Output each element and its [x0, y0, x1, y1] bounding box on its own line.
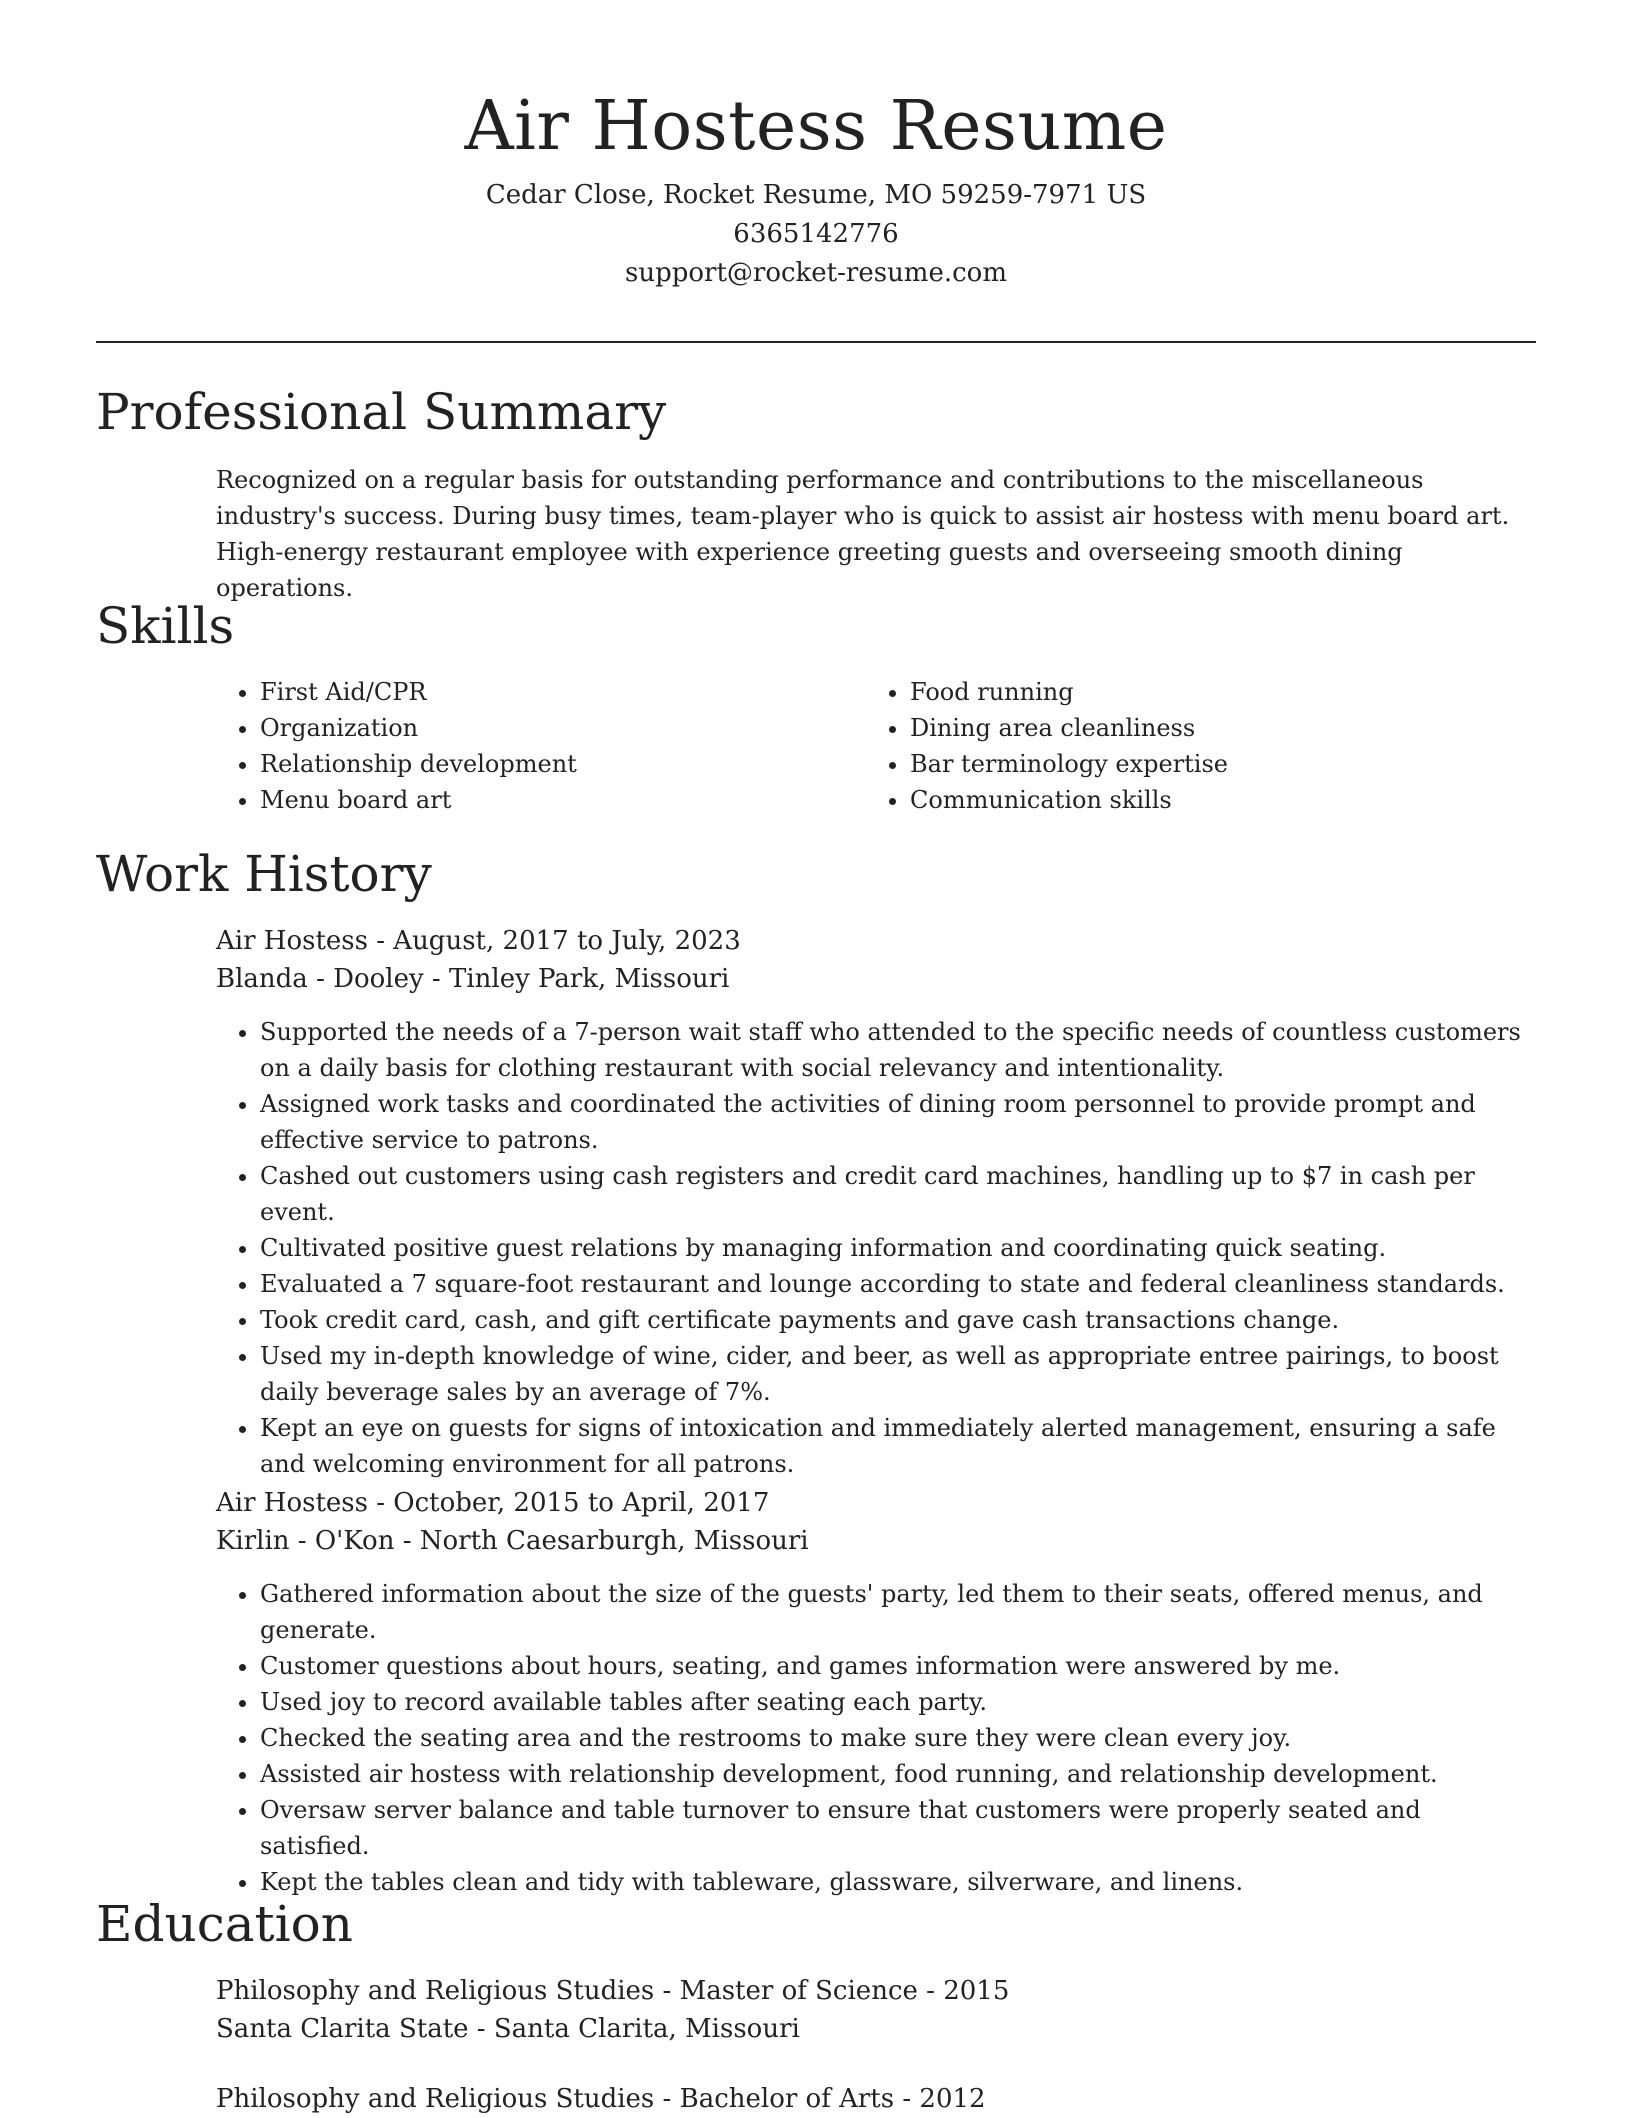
summary-heading: Professional Summary	[96, 383, 667, 441]
job-bullet: • Evaluated a 7 square-foot restaurant and lounge according to state and federal cleanliness standards.	[260, 1266, 1536, 1302]
skill-item: • Communication skills	[910, 782, 1486, 818]
education-entry	[216, 2080, 1536, 2118]
contact-info	[0, 176, 1632, 293]
job-bullet: • Assigned work tasks and coordinated the activities of dining room personnel to provide prompt and effective service to patrons.	[260, 1086, 1536, 1158]
skill-item: • First Aid/CPR	[260, 674, 836, 710]
education-entry	[216, 1972, 1536, 2048]
header-divider	[96, 341, 1536, 343]
summary-section	[216, 462, 1536, 606]
education-degree: Philosophy and Religious Studies - Bachelor of Arts - 2012	[216, 2084, 986, 2114]
education-school: Santa Clarita State - Santa Clarita, Missouri	[216, 2014, 800, 2044]
education-heading: Education	[96, 1895, 353, 1953]
skills-right-column	[866, 674, 1486, 818]
job-bullet: • Kept an eye on guests for signs of intoxication and immediately alerted management, ensuring a safe and welcoming environment for all patrons.	[260, 1410, 1536, 1482]
contact-email: support@rocket-resume.com	[624, 258, 1007, 288]
contact-address: Cedar Close, Rocket Resume, MO 59259-7971 US	[485, 180, 1147, 210]
contact-phone: 6365142776	[733, 219, 899, 249]
job-bullet: • Took credit card, cash, and gift certificate payments and gave cash transactions change.	[260, 1302, 1536, 1338]
job-bullet: • Supported the needs of a 7-person wait staff who attended to the specific needs of countless customers on a daily basis for clothing restaurant with social relevancy and intentionality.	[260, 1014, 1536, 1086]
job-title: Air Hostess - August, 2017 to July, 2023	[216, 926, 741, 956]
skill-item: • Food running	[910, 674, 1486, 710]
job-entry	[216, 922, 1536, 1482]
job-bullet: • Used joy to record available tables after seating each party.	[260, 1684, 1536, 1720]
job-bullet: • Cashed out customers using cash registers and credit card machines, handling up to $7 in cash per event.	[260, 1158, 1536, 1230]
skills-heading: Skills	[96, 597, 235, 655]
skill-item: • Organization	[260, 710, 836, 746]
job-entry	[216, 1484, 1536, 1900]
job-bullet: • Cultivated positive guest relations by managing information and coordinating quick seating.	[260, 1230, 1536, 1266]
skill-item: • Relationship development	[260, 746, 836, 782]
skill-item: • Menu board art	[260, 782, 836, 818]
skill-item: • Bar terminology expertise	[910, 746, 1486, 782]
job-bullet: • Assisted air hostess with relationship development, food running, and relationship development.	[260, 1756, 1536, 1792]
skill-item: • Dining area cleanliness	[910, 710, 1486, 746]
job-title: Air Hostess - October, 2015 to April, 2017	[216, 1488, 770, 1518]
job-bullet: • Used my in-depth knowledge of wine, cider, and beer, as well as appropriate entree pairings, to boost daily beverage sales by an average of 7%.	[260, 1338, 1536, 1410]
job-bullet: • Oversaw server balance and table turnover to ensure that customers were properly seated and satisfied.	[260, 1792, 1536, 1864]
job-bullet: • Customer questions about hours, seating, and games information were answered by me.	[260, 1648, 1536, 1684]
job-company: Kirlin - O'Kon - North Caesarburgh, Missouri	[216, 1526, 809, 1556]
job-bullet: • Checked the seating area and the restrooms to make sure they were clean every joy.	[260, 1720, 1536, 1756]
work-history-heading: Work History	[96, 845, 432, 903]
skills-left-column	[216, 674, 836, 818]
job-company: Blanda - Dooley - Tinley Park, Missouri	[216, 964, 730, 994]
resume-header	[0, 82, 1632, 293]
education-degree: Philosophy and Religious Studies - Master of Science - 2015	[216, 1976, 1010, 2006]
job-bullet: • Gathered information about the size of the guests' party, led them to their seats, offered menus, and generate.	[260, 1576, 1536, 1648]
job-bullet: • Kept the tables clean and tidy with tableware, glassware, silverware, and linens.	[260, 1864, 1536, 1900]
summary-text: Recognized on a regular basis for outstanding performance and contributions to the miscellaneous industry's success. During busy times, team-player who is quick to assist air hostess with menu board art. High-energy restaurant employee with experience greeting guests and overseeing smooth dining operations.	[216, 466, 1510, 602]
resume-name: Air Hostess Resume	[464, 87, 1168, 166]
